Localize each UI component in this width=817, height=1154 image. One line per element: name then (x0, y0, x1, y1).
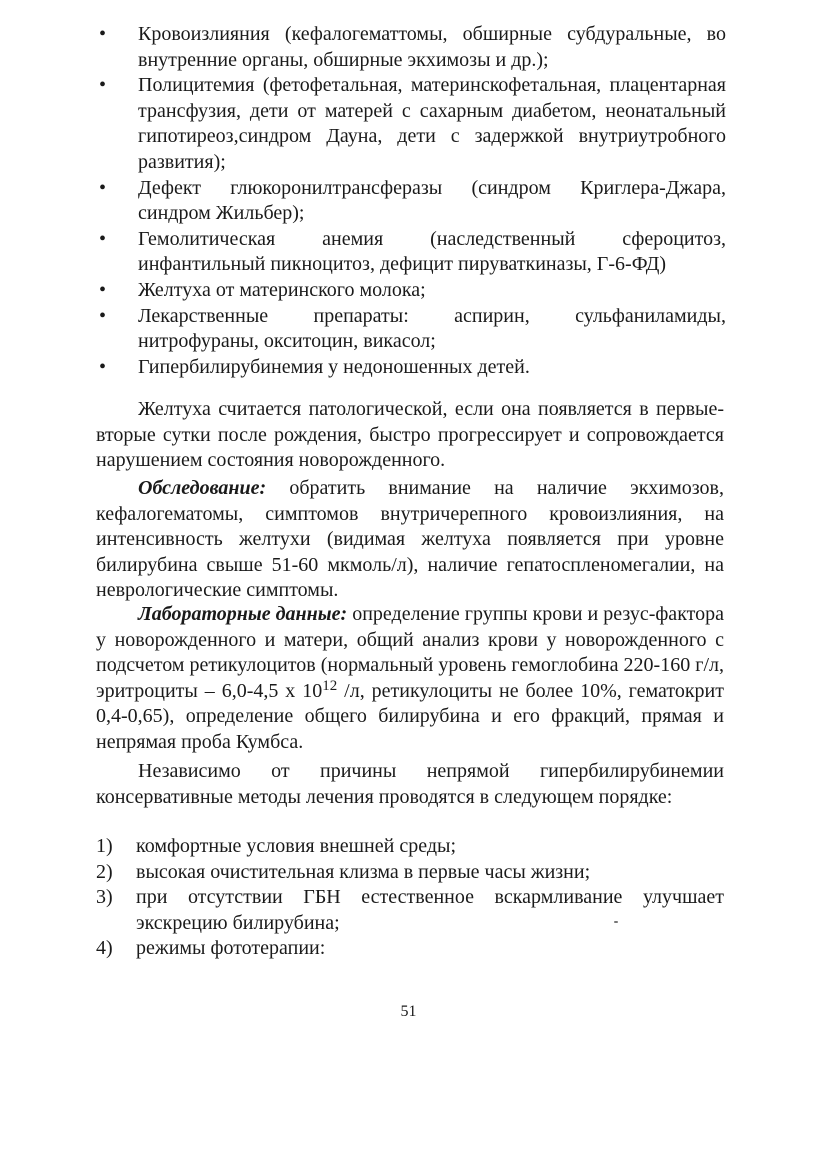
lab-data-text-before: определение группы крови и резус-фактора у новорожденного и матери, общий анализ крови у новорожденного с подсчетом ретикулоцитов (нормальный уровень гемоглобина 220-160 г/л, эритроциты – 6,0-4,5 х 10 (96, 603, 724, 702)
bullet-marker: • (99, 74, 107, 97)
examination-heading: Обследование: (138, 477, 267, 499)
bullet-text: Желтуха от материнского молока; (138, 278, 426, 301)
page-number: 51 (400, 1003, 417, 1020)
bullet-text: Полицитемия (фетофетальная, материнскофетальная, плацентарная трансфузия, дети от матерей с сахарным диабетом, неонатальный гипотиреоз,синдром Дауна, дети с задержкой внутриутробного развития); (138, 74, 726, 173)
bullet-item (96, 22, 726, 73)
numbered-item (96, 834, 724, 860)
lab-data-paragraph (96, 602, 724, 756)
bullet-marker: • (99, 23, 107, 45)
lab-data-text-after: /л, ретикулоциты не более 10%, гематокрит 0,4-0,65), определение общего билирубина и его фракций, прямая и непрямая проба Кумбса. (96, 679, 724, 753)
scan-speck (614, 921, 618, 923)
bullet-marker: • (99, 355, 107, 378)
bullet-item (96, 278, 726, 304)
treatment-intro-paragraph: Независимо от причины непрямой гипербилирубинемии консервативные методы лечения проводятся в следующем порядке: (96, 760, 724, 808)
bullet-item (96, 227, 726, 278)
bullet-marker: • (99, 176, 107, 199)
bullet-item (96, 176, 726, 227)
exponent: 12 (322, 677, 338, 694)
bullet-text: Дефект глюкоронилтрансферазы (синдром Криглера-Джара, синдром Жильбер); (138, 176, 726, 225)
bullet-marker: • (99, 304, 107, 327)
treatment-numbered-list (96, 834, 724, 962)
bullet-text: Гипербилирубинемия у недоношенных детей. (138, 355, 530, 378)
bullet-text: Гемолитическая анемия (наследственный сфероцитоз, инфантильный пикноцитоз, дефицит пируваткиназы, Г-6-ФД) (138, 227, 726, 276)
bullet-item (96, 73, 726, 175)
lab-data-heading: Лабораторные данные: (138, 603, 348, 625)
examination-paragraph (96, 476, 724, 604)
bullet-text: Лекарственные препараты: аспирин, сульфаниламиды, нитрофураны, окситоцин, викасол; (138, 304, 726, 353)
item-text: режимы фототерапии: (136, 937, 326, 960)
item-number: 4) (96, 937, 113, 960)
numbered-item (96, 885, 724, 936)
examination-text: обратить внимание на наличие экхимозов, кефалогематомы, симптомов внутричерепного кровоизлияния, на интенсивность желтухи (видимая желтуха появляется при уровне билирубина свыше 51-60 мкмоль/л), наличие гепатоспленомегалии, на неврологические симптомы. (96, 477, 724, 602)
item-text: при отсутствии ГБН естественное вскармливание улучшает экскрецию билирубина; (136, 886, 724, 934)
causes-bullet-list (96, 22, 726, 380)
bullet-item (96, 355, 726, 381)
item-text: высокая очистительная клизма в первые часы жизни; (136, 860, 591, 883)
item-text: комфортные условия внешней среды; (136, 835, 456, 857)
pathologic-jaundice-paragraph: Желтуха считается патологической, если она появляется в первые-вторые сутки после рождения, быстро прогрессирует и сопровождается нарушением состояния новорожденного. (96, 398, 724, 472)
item-number: 1) (96, 835, 113, 857)
bullet-marker: • (99, 278, 107, 301)
bullet-marker: • (99, 227, 107, 250)
numbered-item (96, 936, 724, 962)
bullet-text: Кровоизлияния (кефалогематтомы, обширные субдуральные, во внутренние органы, обширные экхимозы и др.); (138, 23, 726, 71)
item-number: 2) (96, 860, 113, 883)
item-number: 3) (96, 886, 113, 909)
bullet-item (96, 304, 726, 355)
numbered-item (96, 860, 724, 886)
